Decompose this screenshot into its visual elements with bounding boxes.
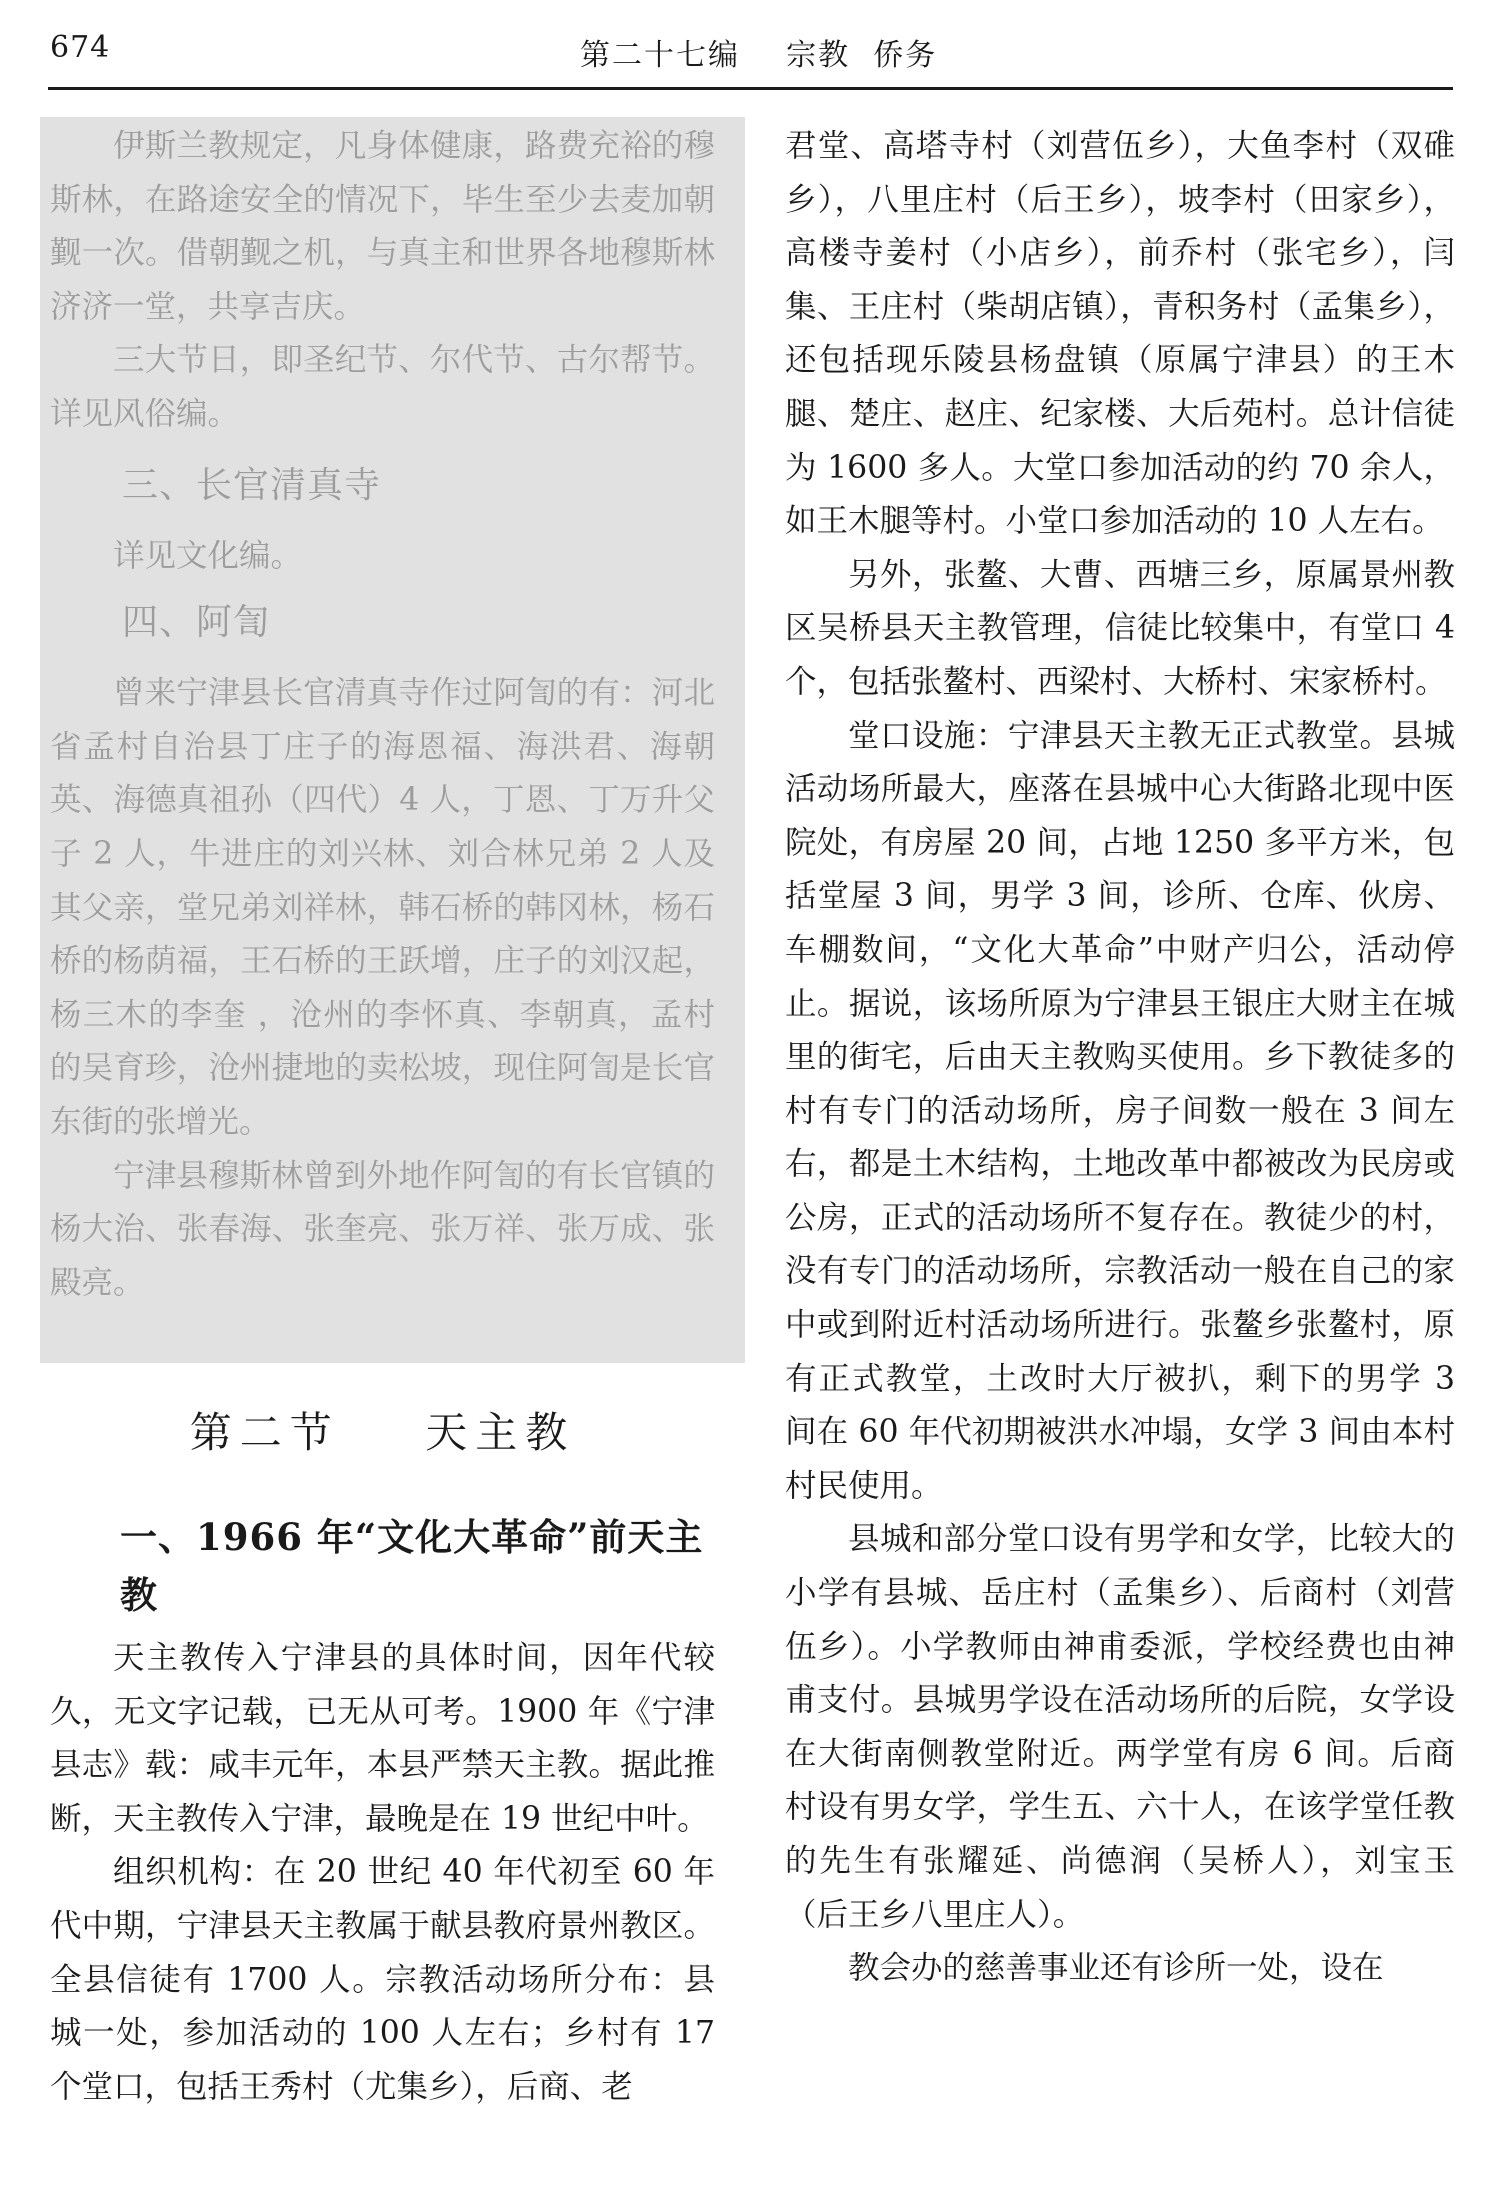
paragraph: 组织机构：在 20 世纪 40 年代初至 60 年代中期，宁津县天主教属于献县教府景州教区。全县信徒有 1700 人。宗教活动场所分布：县城一处，参加活动的 100 人左右；乡村有 17 个堂口，包括王秀村（尤集乡），后商、老 [50, 1854, 715, 2105]
running-title: 第二十七编 宗教 侨务 [580, 38, 938, 73]
paragraph: 三大节日，即圣纪节、尔代节、古尔帮节。详见风俗编。 [50, 342, 715, 432]
heading-1966: 一、1966 年“文化大革命”前天主教 [120, 1515, 704, 1617]
paragraph: 教会办的慈善事业还有诊所一处，设在 [848, 1950, 1384, 1987]
paragraph: 宁津县穆斯林曾到外地作阿訇的有长官镇的杨大治、张春海、张奎亮、张万祥、张万成、张殿亮。 [50, 1157, 715, 1301]
paragraph: 伊斯兰教规定，凡身体健康，路费充裕的穆斯林，在路途安全的情况下，毕生至少去麦加朝觐一次。借朝觐之机，与真主和世界各地穆斯林济济一堂，共享吉庆。 [50, 128, 715, 325]
paragraph: 另外，张鳌、大曹、西塘三乡，原属景州教区吴桥县天主教管理，信徒比较集中，有堂口 4 个，包括张鳌村、西梁村、大桥村、宋家桥村。 [785, 556, 1455, 700]
left-column-top [50, 120, 715, 1310]
subheading: 四、阿訇 [122, 602, 271, 644]
left-column-bottom [50, 1632, 715, 2114]
cross-reference: 详见文化编。 [113, 537, 303, 574]
paragraph: 曾来宁津县长官清真寺作过阿訇的有：河北省孟村自治县丁庄子的海恩福、海洪君、海朝英、海德真祖孙（四代）4 人，丁恩、丁万升父子 2 人，牛进庄的刘兴林、刘合林兄弟 2 人及其父亲，堂兄弟刘祥林，韩石桥的韩冈林，杨石桥的杨荫福，王石桥的王跃增，庄子的刘汉起，杨三木的李奎 ，沧州的李怀真、李朝真，孟村的吴育珍，沧州捷地的卖松坡，现住阿訇是长官东街的张增光。 [50, 675, 715, 1140]
header-rule [48, 87, 1453, 90]
paragraph: 堂口设施：宁津县天主教无正式教堂。县城活动场所最大，座落在县城中心大街路北现中医院处，有房屋 20 间，占地 1250 多平方米，包括堂屋 3 间，男学 3 间，诊所、仓库、伙房、车棚数间，“文化大革命”中财产归公，活动停止。据说，该场所原为宁津县王银庄大财主在城里的街宅，后由天主教购买使用。乡下教徒多的村有专门的活动场所，房子间数一般在 3 间左右，都是土木结构，土地改革中都被改为民房或公房，正式的活动场所不复存在。教徒少的村，没有专门的活动场所，宗教活动一般在自己的家中或到附近村活动场所进行。张鳌乡张鳌村，原有正式教堂，土改时大厅被扒，剩下的男学 3 间在 60 年代初期被洪水冲塌，女学 3 间由本村村民使用。 [785, 717, 1455, 1504]
paragraph: 君堂、高塔寺村（刘营伍乡），大鱼李村（双碓乡），八里庄村（后王乡），坡李村（田家乡），高楼寺姜村（小店乡），前乔村（张宅乡），闫集、王庄村（柴胡店镇），青积务村（孟集乡），还包括现乐陵县杨盘镇（原属宁津县）的王木腿、楚庄、赵庄、纪家楼、大后苑村。总计信徒为 1600 多人。大堂口参加活动的约 70 余人，如王木腿等村。小堂口参加活动的 10 人左右。 [785, 128, 1455, 540]
paragraph: 县城和部分堂口设有男学和女学，比较大的小学有县城、岳庄村（孟集乡）、后商村（刘营伍乡）。小学教师由神甫委派，学校经费也由神甫支付。县城男学设在活动场所的后院，女学设在大街南侧教堂附近。两学堂有房 6 间。后商村设有男女学，学生五、六十人，在该学堂任教的先生有张耀延、尚德润（吴桥人），刘宝玉（后王乡八里庄人）。 [785, 1521, 1455, 1933]
paragraph: 天主教传入宁津县的具体时间，因年代较久，无文字记载，已无从可考。1900 年《宁津县志》载：咸丰元年，本县严禁天主教。据此推断，天主教传入宁津，最晚是在 19 世纪中叶。 [50, 1640, 715, 1837]
section-title: 第二节 天主教 [189, 1408, 576, 1457]
subheading: 三、长官清真寺 [122, 464, 382, 506]
page-header [0, 0, 1500, 90]
page-number: 674 [50, 30, 111, 65]
right-column [785, 120, 1455, 1996]
